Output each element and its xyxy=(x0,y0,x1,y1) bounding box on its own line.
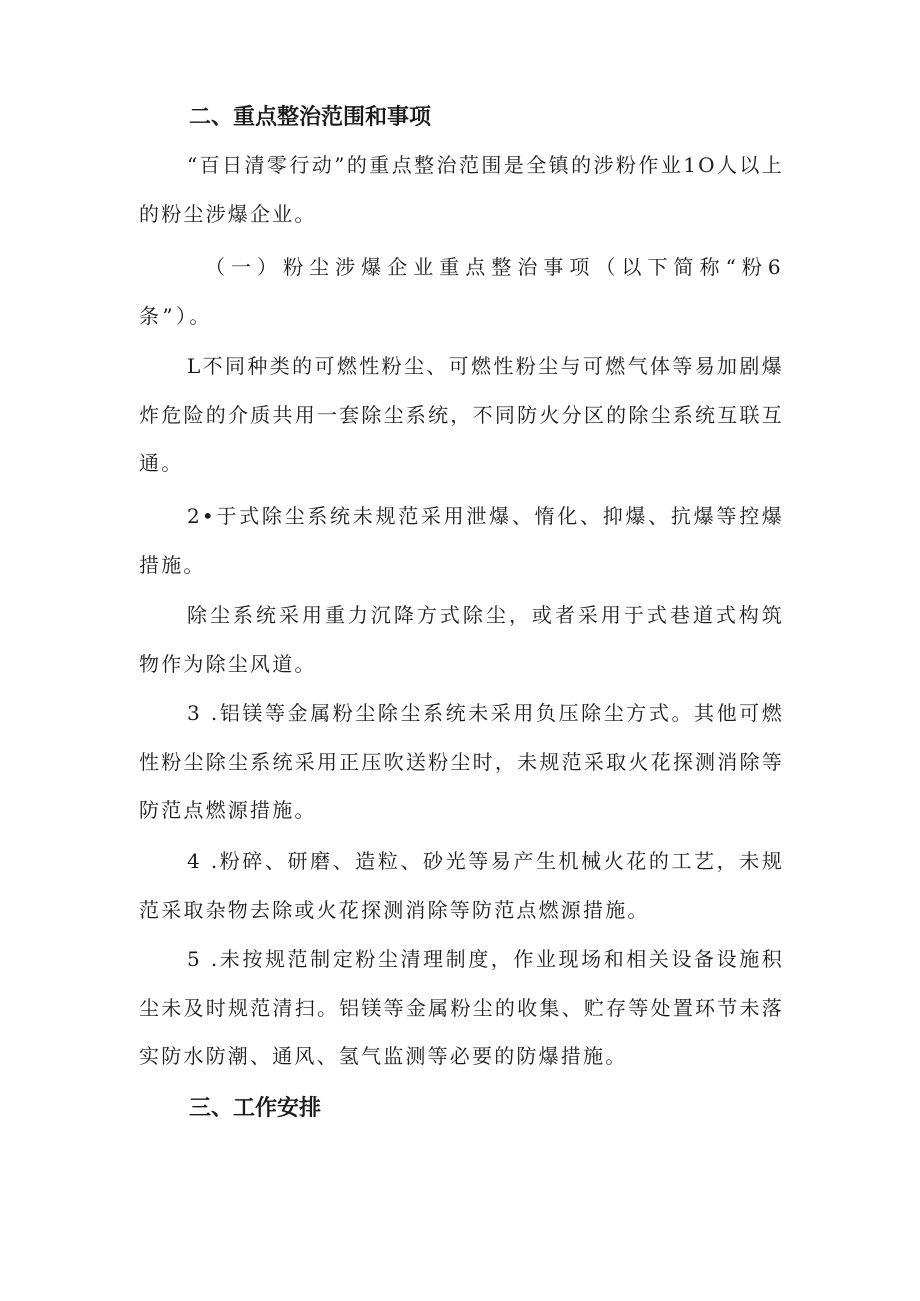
list-item-5: 5 .未按规范制定粉尘清理制度，作业现场和相关设备设施积尘未及时规范清扫。铝镁等金属粉尘的收集、贮存等处置环节未落实防水防潮、通风、氢气监测等必要的防爆措施。 xyxy=(139,947,784,1068)
list-item-2: 2•于式除尘系统未规范采用泄爆、惰化、抑爆、抗爆等控爆措施。 xyxy=(139,504,784,577)
list-item-1: L不同种类的可燃性粉尘、可燃性粉尘与可燃气体等易加剧爆炸危险的介质共用一套除尘系统，不同防火分区的除尘系统互联互通。 xyxy=(139,354,784,475)
list-item-2-continued: 除尘系统采用重力沉降方式除尘，或者采用于式巷道式构筑物作为除尘风道。 xyxy=(139,603,784,676)
list-item-4: 4 .粉碎、研磨、造粒、砂光等易产生机械火花的工艺，未规范采取杂物去除或火花探测消除等防范点燃源措施。 xyxy=(139,849,784,922)
scope-paragraph: “百日清零行动”的重点整治范围是全镇的涉粉作业1O人以上的粉尘涉爆企业。 xyxy=(139,153,784,226)
section-heading-scope: 二、重点整治范围和事项 xyxy=(189,105,432,130)
subsection-heading-dust-items: （一）粉尘涉爆企业重点整治事项（以下简称“粉6条”）。 xyxy=(139,255,784,328)
section-heading-work-arrangement: 三、工作安排 xyxy=(189,1096,322,1121)
list-item-3: 3 .铝镁等金属粉尘除尘系统未采用负压除尘方式。其他可燃性粉尘除尘系统采用正压吹送粉尘时，未规范采取火花探测消除等防范点燃源措施。 xyxy=(139,701,784,822)
